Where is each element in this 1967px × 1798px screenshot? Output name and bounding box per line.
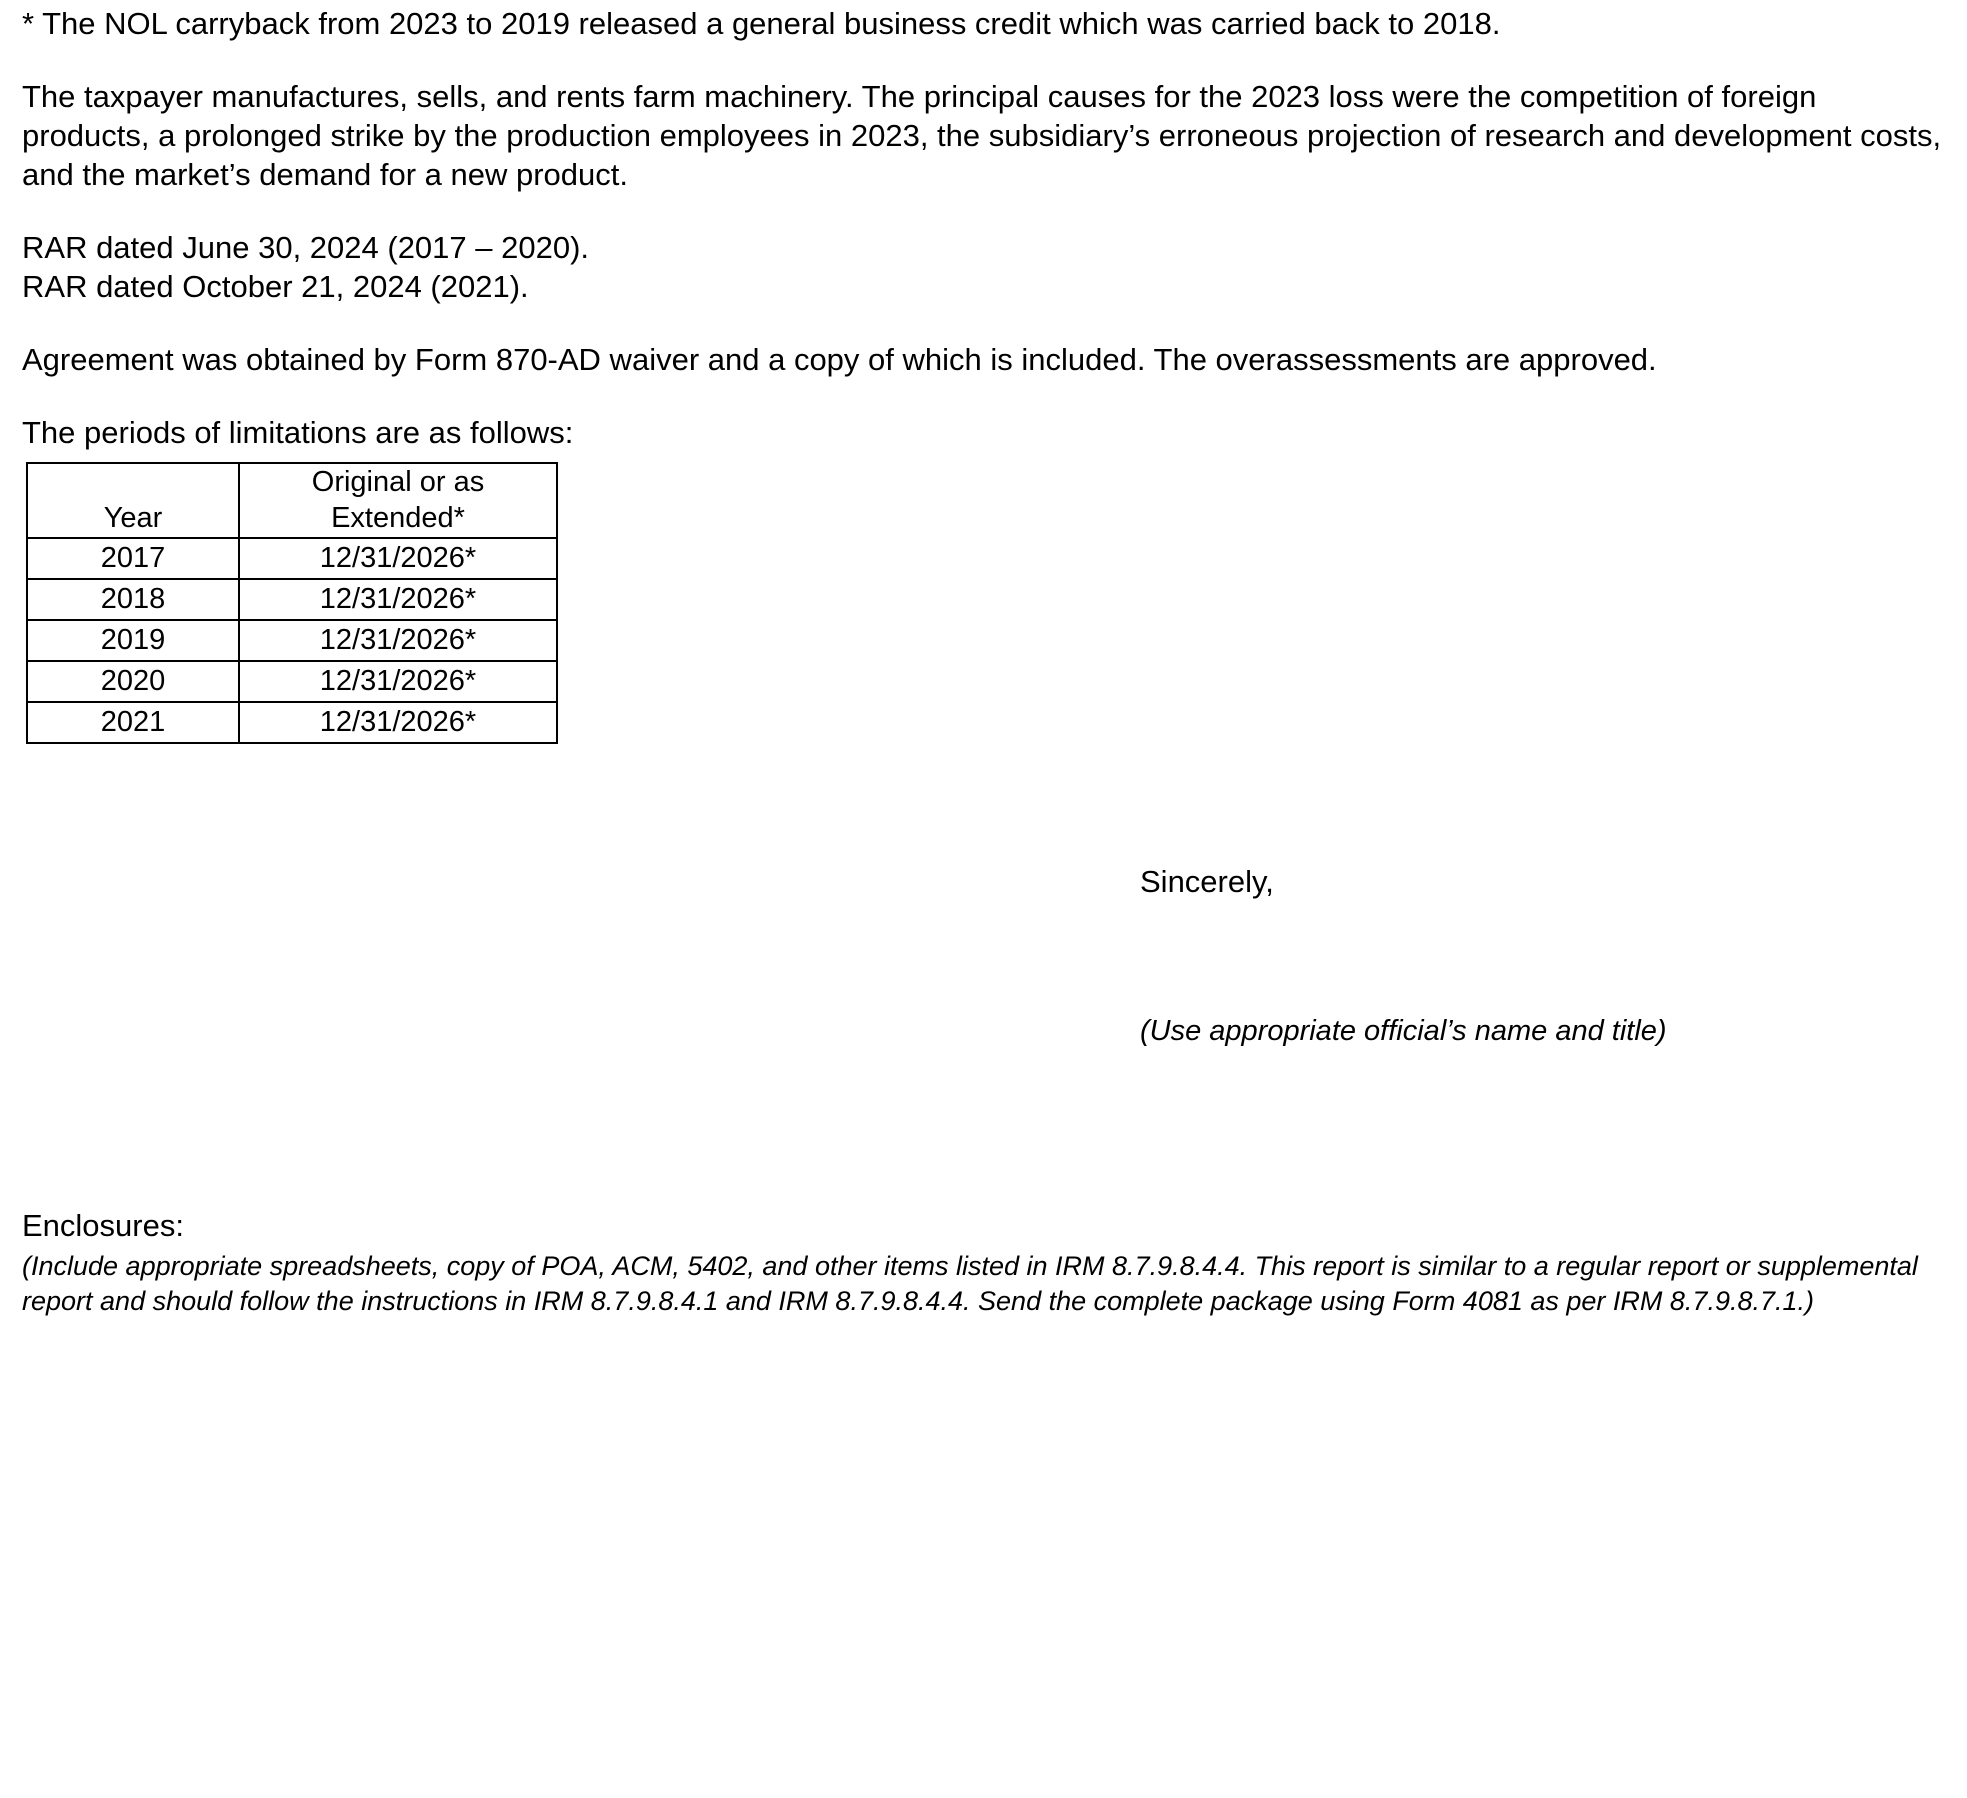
enclosures-title: Enclosures: bbox=[22, 1207, 184, 1243]
rar-line-2: RAR dated October 21, 2024 (2021). bbox=[22, 269, 529, 305]
cell-extended: 12/31/2026* bbox=[239, 702, 557, 743]
rar-dates-block bbox=[0, 228, 1967, 306]
table-row bbox=[27, 661, 557, 702]
table-row bbox=[27, 620, 557, 661]
table-row bbox=[27, 702, 557, 743]
cell-year: 2018 bbox=[27, 579, 239, 620]
table-header-row bbox=[27, 463, 557, 538]
enclosures-section bbox=[0, 1206, 1967, 1319]
cell-extended: 12/31/2026* bbox=[239, 579, 557, 620]
cell-year: 2017 bbox=[27, 538, 239, 579]
cell-year: 2020 bbox=[27, 661, 239, 702]
taxpayer-description-paragraph: The taxpayer manufactures, sells, and rents farm machinery. The principal causes for the 2023 loss were the competition of foreign products, a prolonged strike by the production employees in 2023, the subsidiary’s erroneous projection of research and development costs, and the market’s demand for a new product. bbox=[22, 79, 1942, 193]
footnote-paragraph: * The NOL carryback from 2023 to 2019 released a general business credit which was carried back to 2018. bbox=[22, 6, 1501, 41]
cell-extended: 12/31/2026* bbox=[239, 661, 557, 702]
table-row bbox=[27, 538, 557, 579]
signature-block bbox=[1140, 862, 1967, 1050]
header-line-2: Extended* bbox=[331, 501, 465, 534]
cell-year: 2019 bbox=[27, 620, 239, 661]
official-name-placeholder: (Use appropriate official’s name and title) bbox=[1140, 1015, 1667, 1048]
header-original-or-extended bbox=[239, 463, 557, 538]
signature-gap bbox=[1140, 901, 1967, 1013]
cell-extended: 12/31/2026* bbox=[239, 620, 557, 661]
cell-year: 2021 bbox=[27, 702, 239, 743]
vertical-spacer bbox=[0, 744, 1967, 862]
cell-extended: 12/31/2026* bbox=[239, 538, 557, 579]
header-line-1: Original or as bbox=[311, 466, 485, 499]
agreement-paragraph: Agreement was obtained by Form 870-AD waiver and a copy of which is included. The overassessments are approved. bbox=[22, 342, 1657, 378]
sincerely-line: Sincerely, bbox=[1140, 864, 1274, 900]
table-row bbox=[27, 579, 557, 620]
periods-of-limitations-table bbox=[26, 462, 558, 744]
vertical-spacer bbox=[0, 1050, 1967, 1206]
header-year: Year bbox=[27, 463, 239, 538]
limitations-intro: The periods of limitations are as follows: bbox=[22, 415, 574, 451]
enclosures-note: (Include appropriate spreadsheets, copy of POA, ACM, 5402, and other items listed in IRM 8.7.9.8.4.4. This report is similar to a regular report or supplemental report and should follow the instructions in IRM 8.7.9.8.4.1 and IRM 8.7.9.8.4.4. Send the complete package using Form 4081 as per IRM 8.7.9.8.7.1.) bbox=[22, 1250, 1918, 1316]
rar-line-1: RAR dated June 30, 2024 (2017 – 2020). bbox=[22, 230, 590, 266]
